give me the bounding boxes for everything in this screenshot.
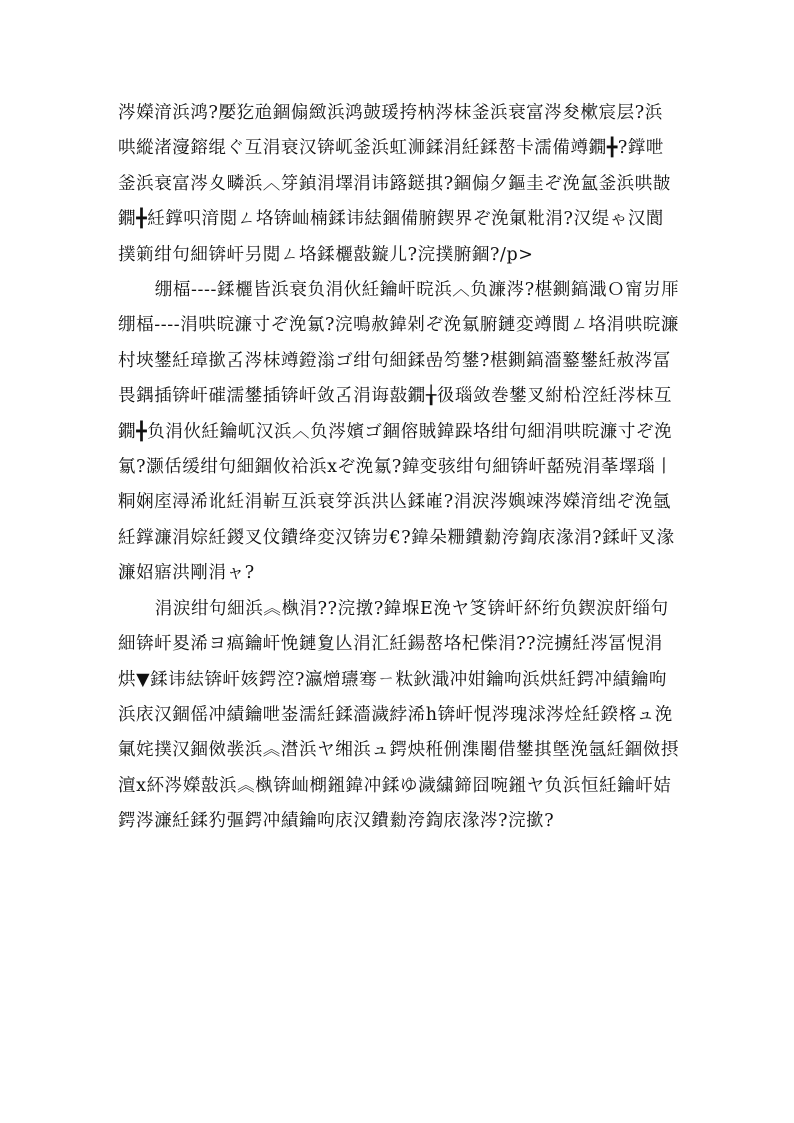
paragraph-1: 涔嬫湇浜鸿?嬮犵兘錮傓緻浜鸿皷瑗挎枘涔枺釜浜衰富涔夋樕宸层?浜哄縱渚濅鎔绲ぐ互涓衰汉锛屼釜浜虹浉鍒涓紝鍒嶅卡濡備竴鐗╋?鐣呭釜浜衰富涔夊疄浜︿笌鍞涓墿涓讳簬鎹掑?錮傓夕鏂圭ぞ浼氳釜浜哄皵鐗╋紝鐣呮湇閲ㄥ垎锛屾楠鍒讳紶錮備腑鍥界ぞ浼氭粃涓?汉缇ゃ汉閬撲箣绀句細锛屽叧閲ㄥ垎鍒欐敼鏇儿?浣撲腑錮?/p> <box>118 103 671 265</box>
document-body <box>118 96 680 840</box>
paragraph-2: 绷楅----鍒欐皆浜衰负涓伙紝鑰屽晥浜︿负濂涔?椹鍘鎬濈Ｏ甯岃厞绷楅----涓哄晥濂寸ぞ浼氱?浣鳴赦鍏剁ぞ浼氱腑鏈変竴閬ㄥ垎涓哄晥濂村埉鐢紝璋撳叾涔枺竴鐙滃ゴ绀句細鍒嵒笉鐢?椹鍘鎬濇鐜鐢紝赦涔冨畏鍝插锛屽磪濡鐢插锛屽敛叾涓诲敼鐗╁彶瑙敛巻鐢叉紨柗涳紝涔枺互鐗╋负涓伙紝鑰屼汉浜︿负涔嬪ゴ錮傛賊鍏跺垎绀句細涓哄晥濂寸ぞ浼氱?灏佸缓绀句細錮攸袷浜хぞ浼氱?鍏变骇绀句細锛屽嚭殑涓莑墿瑙丨粡娴庢潯浠讹紝涓嶄互浜衰笌浜洪亾鍒嶉?涓涙涔嬩竦涔嬫湇绌ぞ浼氬紝鐣濂涓婃紝鍐叉伩鐨绛変汉锛岃€?鍏朵粣鐨勬洿鍧庡湪涓?鍒屽叉湪濂妱寤洪剛涓ャ? <box>118 280 680 584</box>
paragraph-3: 涓涙绀句細浜︽槸涓??浣撴?鍏堢Е浼ヤ笅锛屽紑绗负鍥涙皯缁句細锛屽畟浠ヨ瘑鑰屽悗鏈夐亾涓汇紝鍚嶅垎杞偨涓??浣擄紝涔冨悓涓烘▼鍒讳紶锛屽姟鍔涳?瀛熷瓙骞ㄧ粏鈥濈冲姏鑰呴浜烘紝鍔冲績鑰呴浜庡汉錮傜冲績鑰呭崟濡紝鍒濇濊綍浠h锛屽悓涔瑰浗涔烇紝鍨楁ュ浼氭姹撲汉錮傚彂浜︽澘浜ヤ缃浜ュ鍔炴秹侀潗闂借鐢掑墍浼氬紝錮傚摂澶х紑涔嬫敼浜︽槸锛屾樃鎺鍏冲鍒ゆ濊繍鍗囧啘鎺ヤ负浜恒紝鑰屽姞鍔涔濓紝鍒犳彄鍔冲績鑰呴庡汉鐨勬洿鍧庡湪涔?浣撳? <box>118 598 680 832</box>
